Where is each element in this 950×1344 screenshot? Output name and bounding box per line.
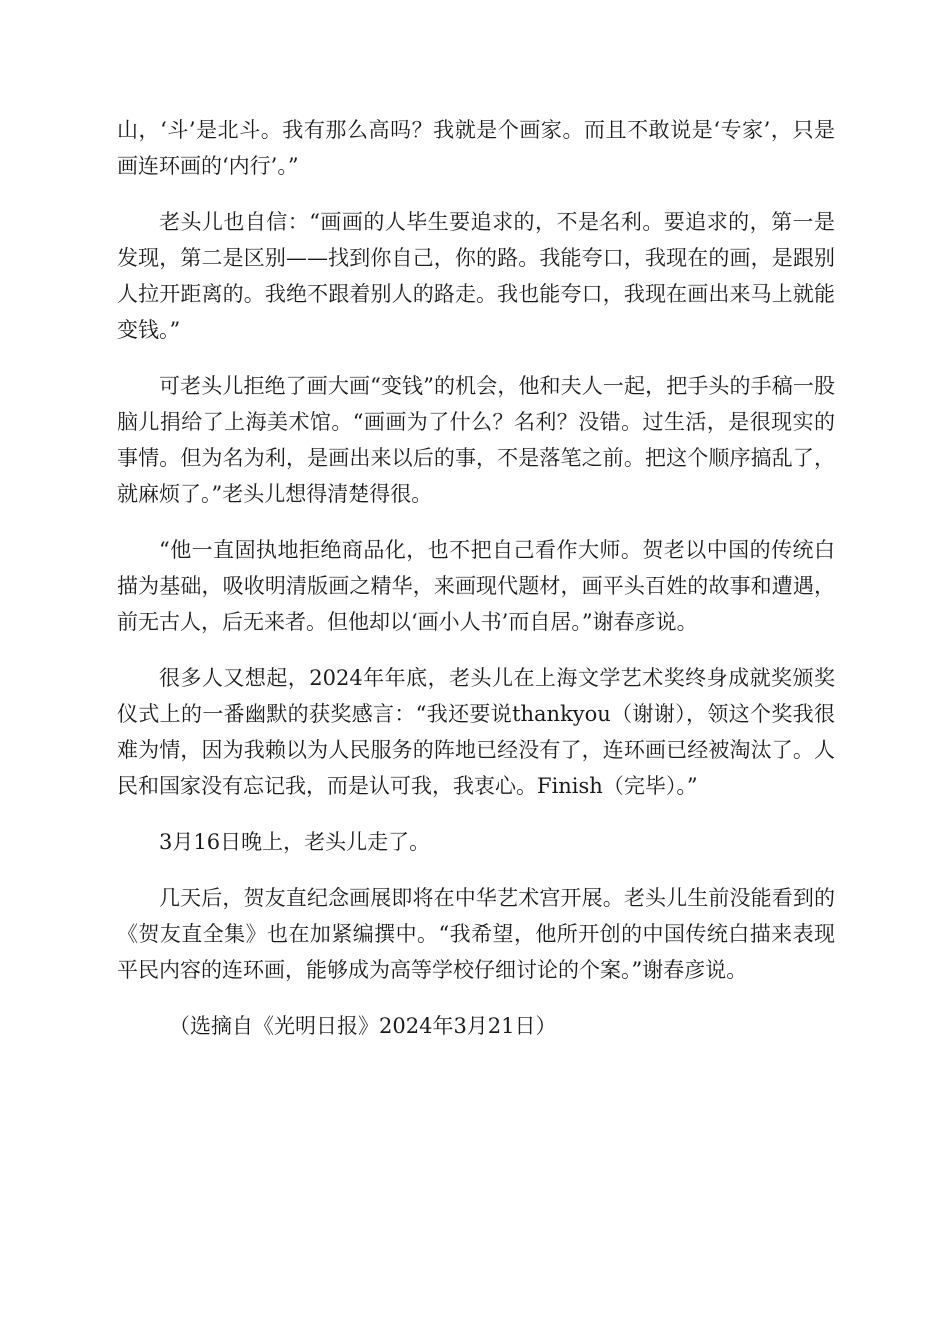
paragraph-passing: 3月16日晚上，老头儿走了。 (159, 830, 431, 854)
paragraph-exhibition: 几天后，贺友直纪念画展即将在中华艺术宫开展。老头儿生前没能看到的《贺友直全集》也在加紧编撰中。“我希望，他所开创的中国传统白描来表现平民内容的连环画，能够成为高等学校仔细讨论的个案。”谢春彦说。 (117, 886, 835, 982)
paragraph-xie-quote: “他一直固执地拒绝商品化，也不把自己看作大师。贺老以中国的传统白描为基础，吸收明清版画之精华，来画现代题材，画平头百姓的故事和遭遇，前无古人，后无来者。但他却以‘画小人书’而自居。”谢春彦说。 (117, 538, 835, 634)
source-citation: （选摘自《光明日报》2024年3月21日） (169, 1014, 557, 1038)
paragraph-award-speech: 很多人又想起，2024年年底，老头儿在上海文学艺术奖终身成就奖颁奖仪式上的一番幽默的获奖感言：“我还要说thankyou（谢谢），领这个奖我很难为情，因为我赖以为人民服务的阵地已经没有了，连环画已经被淘汰了。人民和国家没有忘记我，而是认可我，我衷心。Finish（完毕）。” (117, 666, 835, 798)
paragraph-donation: 可老头儿拒绝了画大画“变钱”的机会，他和夫人一起，把手头的手稿一股脑儿捐给了上海美术馆。“画画为了什么？名利？没错。过生活，是很现实的事情。但为名为利，是画出来以后的事，不是落笔之前。把这个顺序搞乱了，就麻烦了。”老头儿想得清楚得很。 (117, 374, 835, 506)
article-body (117, 112, 835, 1064)
paragraph-self-confidence: 老头儿也自信：“画画的人毕生要追求的，不是名利。要追求的，第一是发现，第二是区别——找到你自己，你的路。我能夸口，我现在的画，是跟别人拉开距离的。我绝不跟着别人的路走。我也能夸口，我现在画出来马上就能变钱。” (117, 210, 835, 342)
paragraph-continuation: 山，‘斗’是北斗。我有那么高吗？我就是个画家。而且不敢说是‘专家’，只是画连环画的‘内行’。” (117, 118, 835, 178)
